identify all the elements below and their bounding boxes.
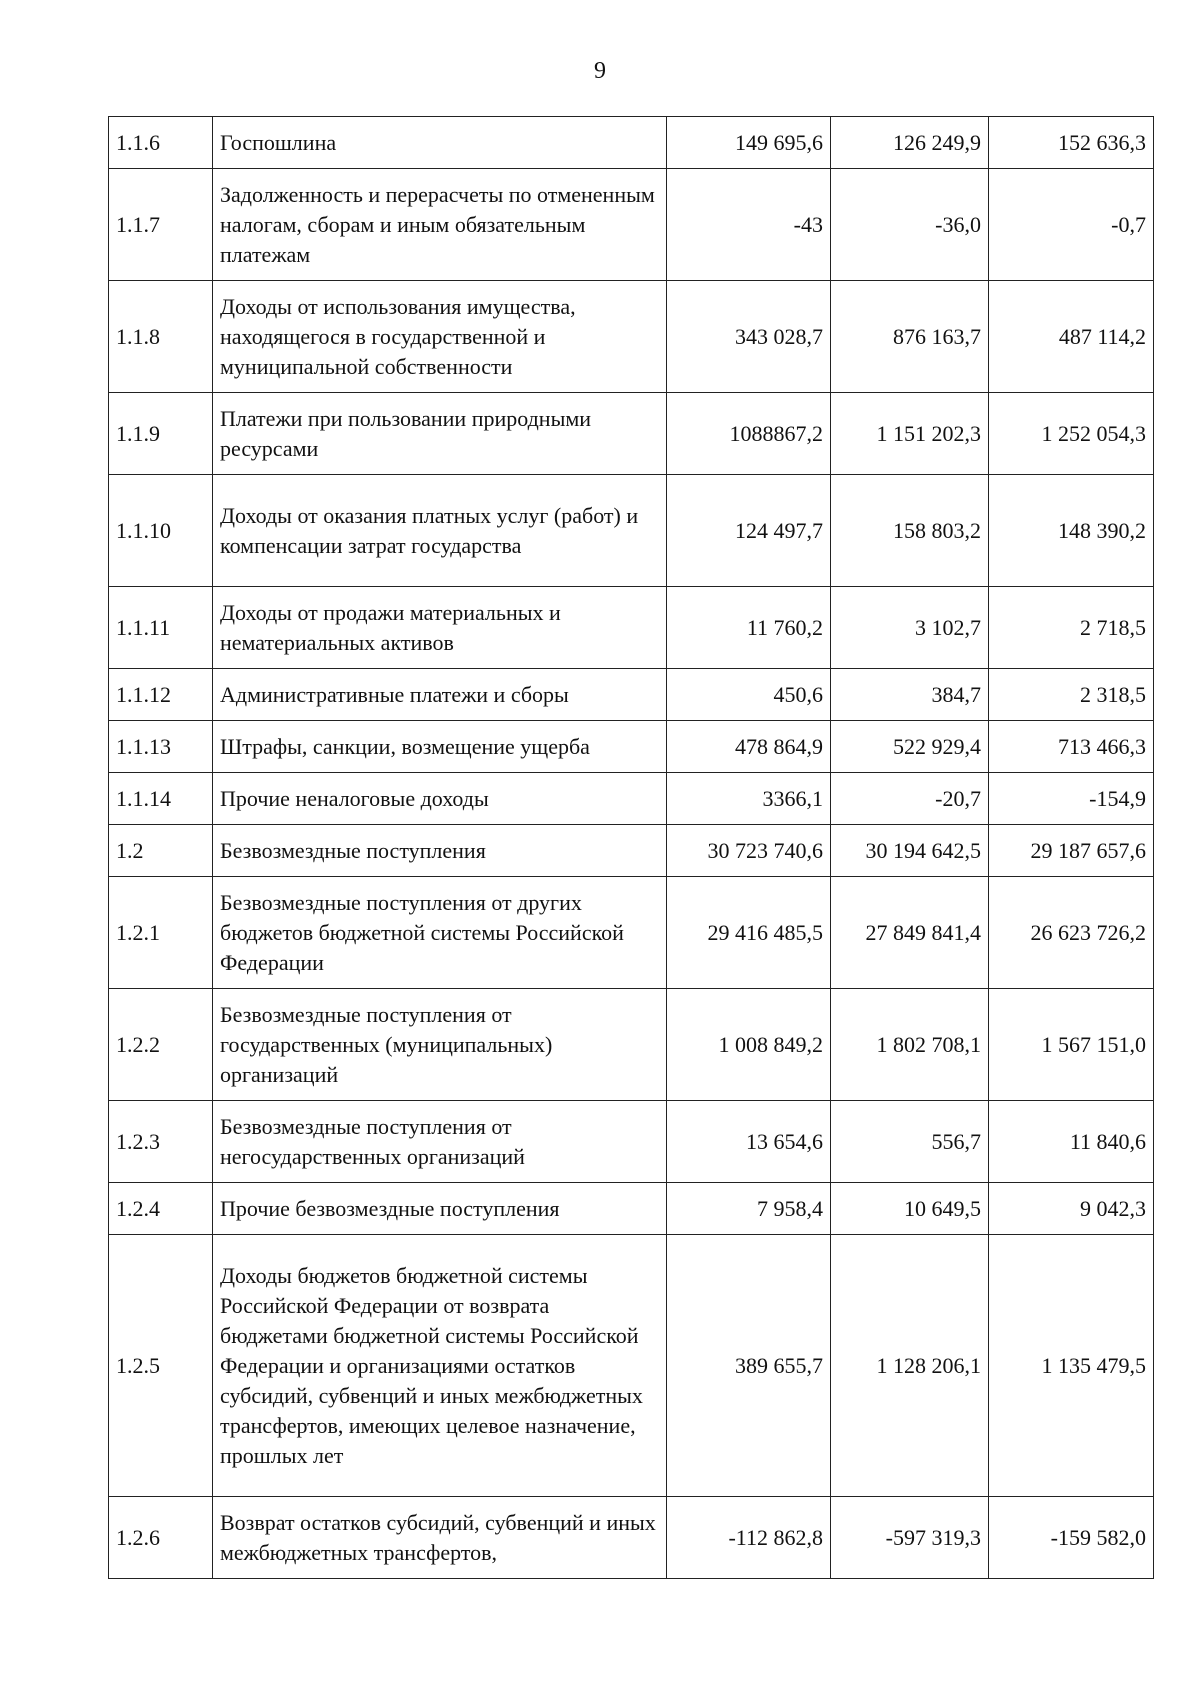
row-value-2: 27 849 841,4 xyxy=(831,877,989,989)
row-code: 1.2.5 xyxy=(109,1235,213,1497)
table-row xyxy=(109,825,1154,877)
row-value-1: 343 028,7 xyxy=(667,281,831,393)
row-value-3: -0,7 xyxy=(989,169,1154,281)
row-value-1: 124 497,7 xyxy=(667,475,831,587)
row-value-3: 1 252 054,3 xyxy=(989,393,1154,475)
row-name: Доходы от оказания платных услуг (работ) и компенсации затрат государства xyxy=(213,475,667,587)
table-row xyxy=(109,1183,1154,1235)
table-row xyxy=(109,1101,1154,1183)
row-value-3: 1 135 479,5 xyxy=(989,1235,1154,1497)
page-number: 9 xyxy=(594,58,606,84)
table-row xyxy=(109,877,1154,989)
row-value-1: 29 416 485,5 xyxy=(667,877,831,989)
table-row xyxy=(109,117,1154,169)
row-code: 1.1.9 xyxy=(109,393,213,475)
row-value-2: 30 194 642,5 xyxy=(831,825,989,877)
row-value-1: -43 xyxy=(667,169,831,281)
budget-table xyxy=(108,116,1154,1579)
row-name: Безвозмездные поступления от других бюджетов бюджетной системы Российской Федерации xyxy=(213,877,667,989)
table-row xyxy=(109,1235,1154,1497)
row-value-3: 1 567 151,0 xyxy=(989,989,1154,1101)
row-value-2: -597 319,3 xyxy=(831,1497,989,1579)
row-name: Платежи при пользовании природными ресурсами xyxy=(213,393,667,475)
row-value-1: 13 654,6 xyxy=(667,1101,831,1183)
row-name: Прочие неналоговые доходы xyxy=(213,773,667,825)
row-value-1: 478 864,9 xyxy=(667,721,831,773)
table-row xyxy=(109,721,1154,773)
row-name: Штрафы, санкции, возмещение ущерба xyxy=(213,721,667,773)
row-name: Доходы от продажи материальных и нематериальных активов xyxy=(213,587,667,669)
row-value-3: 11 840,6 xyxy=(989,1101,1154,1183)
row-value-2: 1 802 708,1 xyxy=(831,989,989,1101)
row-value-3: 9 042,3 xyxy=(989,1183,1154,1235)
row-code: 1.1.13 xyxy=(109,721,213,773)
row-code: 1.2.4 xyxy=(109,1183,213,1235)
row-value-3: 713 466,3 xyxy=(989,721,1154,773)
table-row xyxy=(109,1497,1154,1579)
row-value-1: 450,6 xyxy=(667,669,831,721)
table-row xyxy=(109,773,1154,825)
row-value-2: -36,0 xyxy=(831,169,989,281)
row-value-2: 384,7 xyxy=(831,669,989,721)
row-code: 1.2.6 xyxy=(109,1497,213,1579)
row-name: Госпошлина xyxy=(213,117,667,169)
row-value-1: 1 008 849,2 xyxy=(667,989,831,1101)
row-code: 1.1.8 xyxy=(109,281,213,393)
row-value-2: 158 803,2 xyxy=(831,475,989,587)
row-code: 1.2.1 xyxy=(109,877,213,989)
table-row xyxy=(109,281,1154,393)
row-value-3: -159 582,0 xyxy=(989,1497,1154,1579)
row-code: 1.1.11 xyxy=(109,587,213,669)
row-value-2: 10 649,5 xyxy=(831,1183,989,1235)
row-value-1: 7 958,4 xyxy=(667,1183,831,1235)
row-code: 1.1.10 xyxy=(109,475,213,587)
row-value-3: 148 390,2 xyxy=(989,475,1154,587)
row-name: Безвозмездные поступления xyxy=(213,825,667,877)
row-value-2: 1 128 206,1 xyxy=(831,1235,989,1497)
table-row xyxy=(109,989,1154,1101)
table-row xyxy=(109,393,1154,475)
row-name: Прочие безвозмездные поступления xyxy=(213,1183,667,1235)
row-value-3: 2 718,5 xyxy=(989,587,1154,669)
row-value-3: 29 187 657,6 xyxy=(989,825,1154,877)
row-value-2: 556,7 xyxy=(831,1101,989,1183)
row-value-2: 3 102,7 xyxy=(831,587,989,669)
row-value-3: 152 636,3 xyxy=(989,117,1154,169)
row-code: 1.2 xyxy=(109,825,213,877)
row-code: 1.1.6 xyxy=(109,117,213,169)
row-code: 1.1.12 xyxy=(109,669,213,721)
row-value-3: -154,9 xyxy=(989,773,1154,825)
table-row xyxy=(109,169,1154,281)
row-name: Задолженность и перерасчеты по отмененным налогам, сборам и иным обязательным платежам xyxy=(213,169,667,281)
row-value-1: 30 723 740,6 xyxy=(667,825,831,877)
row-code: 1.1.14 xyxy=(109,773,213,825)
row-value-2: 876 163,7 xyxy=(831,281,989,393)
row-value-1: 389 655,7 xyxy=(667,1235,831,1497)
row-value-1: 149 695,6 xyxy=(667,117,831,169)
table-row xyxy=(109,669,1154,721)
row-name: Административные платежи и сборы xyxy=(213,669,667,721)
row-value-3: 487 114,2 xyxy=(989,281,1154,393)
row-name: Доходы от использования имущества, находящегося в государственной и муниципальной собственности xyxy=(213,281,667,393)
row-name: Безвозмездные поступления от государственных (муниципальных) организаций xyxy=(213,989,667,1101)
row-value-2: 522 929,4 xyxy=(831,721,989,773)
row-value-2: 1 151 202,3 xyxy=(831,393,989,475)
table-row xyxy=(109,587,1154,669)
row-value-2: -20,7 xyxy=(831,773,989,825)
row-code: 1.1.7 xyxy=(109,169,213,281)
table-row xyxy=(109,475,1154,587)
row-value-3: 2 318,5 xyxy=(989,669,1154,721)
row-value-1: -112 862,8 xyxy=(667,1497,831,1579)
row-value-3: 26 623 726,2 xyxy=(989,877,1154,989)
row-name: Доходы бюджетов бюджетной системы Российской Федерации от возврата бюджетами бюджетной системы Российской Федерации и организациями остатков субсидий, субвенций и иных межбюджетных трансфертов, имеющих целевое назначение, прошлых лет xyxy=(213,1235,667,1497)
row-code: 1.2.3 xyxy=(109,1101,213,1183)
row-value-1: 3366,1 xyxy=(667,773,831,825)
row-name: Возврат остатков субсидий, субвенций и иных межбюджетных трансфертов, xyxy=(213,1497,667,1579)
row-value-1: 1088867,2 xyxy=(667,393,831,475)
row-code: 1.2.2 xyxy=(109,989,213,1101)
row-value-2: 126 249,9 xyxy=(831,117,989,169)
row-name: Безвозмездные поступления от негосударственных организаций xyxy=(213,1101,667,1183)
row-value-1: 11 760,2 xyxy=(667,587,831,669)
